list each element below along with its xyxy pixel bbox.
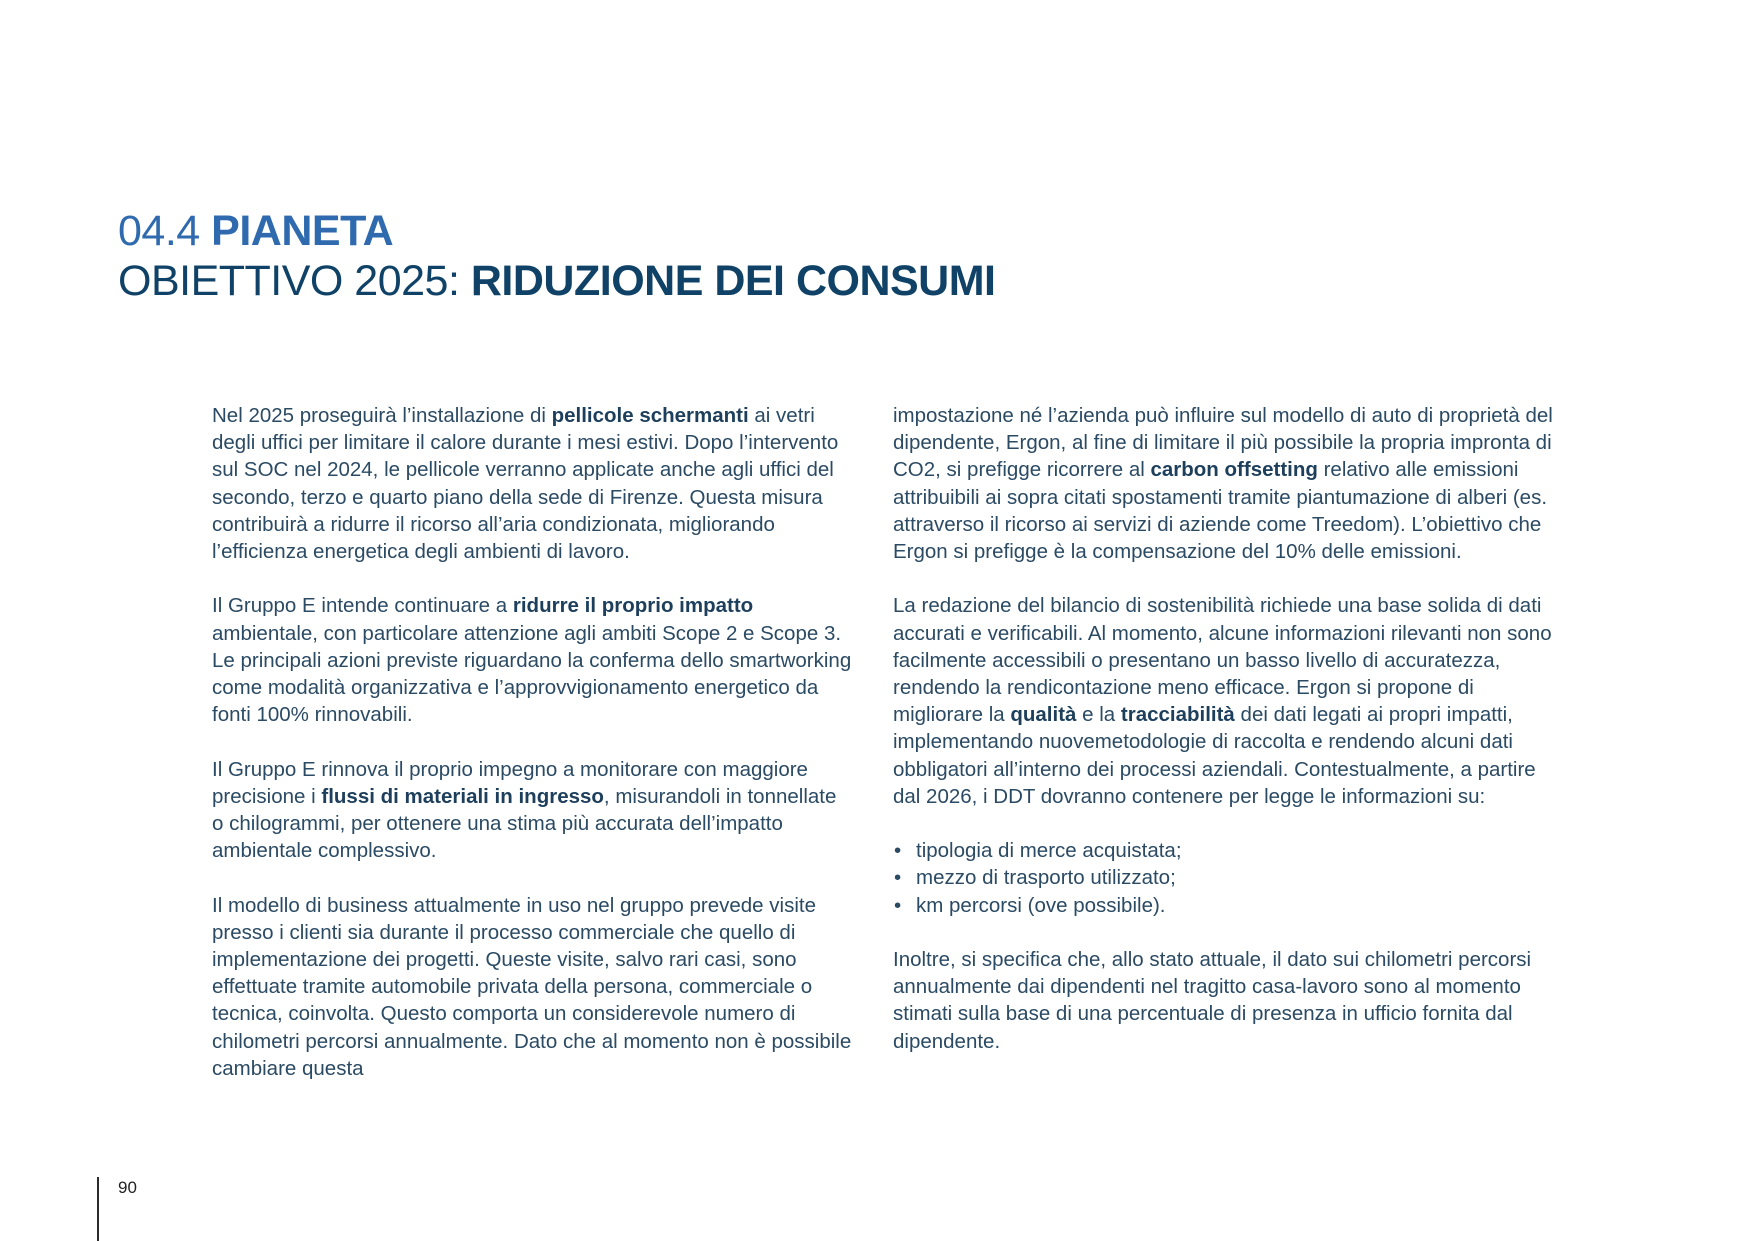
list-item: • km percorsi (ove possibile). bbox=[893, 892, 1553, 919]
bullet-icon: • bbox=[894, 893, 902, 917]
bullet-icon: • bbox=[894, 866, 902, 890]
highlight-carbon-offsetting: carbon offsetting bbox=[1150, 458, 1318, 482]
paragraph-modello-business: Il modello di business attualmente in uso nel gruppo prevede visite presso i clienti sia durante il processo commerciale che quello di implementazione dei progetti. Queste visite, salvo rari casi, sono effettuate tramite automobile privata della persona, commerciale o tecnica, coinvolta. Questo comporta un considerevole numero di chilometri percorsi annualmente. Dato che al momento non è possibile cambiare questa bbox=[212, 893, 852, 1080]
paragraph-flussi: Il Gruppo E rinnova il proprio impegno a monitorare con maggiore precisione i flussi di materiali in ingresso, misurandoli in tonnellate o chilogrammi, per ottenere una stima più accurata dell’impatto ambientale complessivo. bbox=[212, 757, 837, 863]
right-text-column bbox=[893, 402, 1553, 1082]
paragraph-impatto: Il Gruppo E intende continuare a ridurre il proprio impatto ambientale, con particolare attenzione agli ambiti Scope 2 e Scope 3. Le principali azioni previste riguardano la conferma dello smartworking come modalità organizzativa e l’approvvigionamento energetico da fonti 100% rinnovabili. bbox=[212, 594, 852, 727]
bullet-icon: • bbox=[894, 839, 902, 863]
footer-divider bbox=[97, 1177, 99, 1241]
highlight-pellicole: pellicole schermanti bbox=[551, 404, 749, 427]
paragraph-bilancio: La redazione del bilancio di sostenibilità richiede una base solida di dati accurati e verificabili. Al momento, alcune informazioni rilevanti non sono facilmente accessibili o presentano un basso livello di accuratezza, rendendo la rendicontazione meno efficace. Ergon si propone di migliorare la qualità e la tracciabilità dei dati legati ai propri impatti, implementando nuovemetodologie di raccolta e rendendo alcuni dati obbligatori all’interno dei processi aziendali. Contestualmente, a partire dal 2026, i DDT dovranno contenere per legge le informazioni su: bbox=[893, 594, 1552, 808]
page-heading bbox=[118, 206, 996, 306]
heading-line-section bbox=[118, 206, 996, 256]
list-item: • mezzo di trasporto utilizzato; bbox=[893, 864, 1553, 891]
left-text-column bbox=[212, 402, 852, 1109]
highlight-tracciabilita: tracciabilità bbox=[1120, 703, 1235, 727]
paragraph-chilometri: Inoltre, si specifica che, allo stato attuale, il dato sui chilometri percorsi annualmente dai dipendenti nel tragitto casa-lavoro sono al momento stimati sulla base di una percentuale di presenza in ufficio fornita dal dipendente. bbox=[893, 948, 1532, 1053]
highlight-impatto: ridurre il proprio impatto bbox=[512, 594, 754, 618]
objective-label: OBIETTIVO 2025: bbox=[118, 257, 460, 305]
highlight-qualita: qualità bbox=[1010, 703, 1077, 727]
list-item: • tipologia di merce acquistata; bbox=[893, 837, 1553, 864]
highlight-flussi: flussi di materiali in ingresso bbox=[321, 784, 604, 808]
paragraph-pellicole: Nel 2025 proseguirà l’installazione di pellicole schermanti ai vetri degli uffici per limitare il calore durante i mesi estivi. Dopo l’intervento sul SOC nel 2024, le pellicole verranno applicate anche agli uffici del secondo, terzo e quarto piano della sede di Firenze. Questa misura contribuirà a ridurre il ricorso all’aria condizionata, migliorando l’efficienza energetica degli ambienti di lavoro. bbox=[212, 404, 839, 564]
paragraph-carbon-offsetting: impostazione né l’azienda può influire sul modello di auto di proprietà del dipendente, Ergon, al fine di limitare il più possibile la propria impronta di CO2, si prefigge ricorrere al carbon offsetting relativo alle emissioni attribuibili ai sopra citati spostamenti tramite piantumazione di alberi (es. attraverso il ricorso ai servizi di aziende come Treedom). L’obiettivo che Ergon si prefigge è la compensazione del 10% delle emissioni. bbox=[893, 404, 1553, 564]
section-number: 04.4 bbox=[118, 207, 200, 255]
heading-line-objective bbox=[118, 256, 996, 306]
page-number: 90 bbox=[118, 1178, 137, 1197]
section-title: PIANETA bbox=[211, 207, 394, 255]
objective-title: RIDUZIONE DEI CONSUMI bbox=[470, 257, 996, 305]
ddt-info-list bbox=[893, 837, 1553, 919]
